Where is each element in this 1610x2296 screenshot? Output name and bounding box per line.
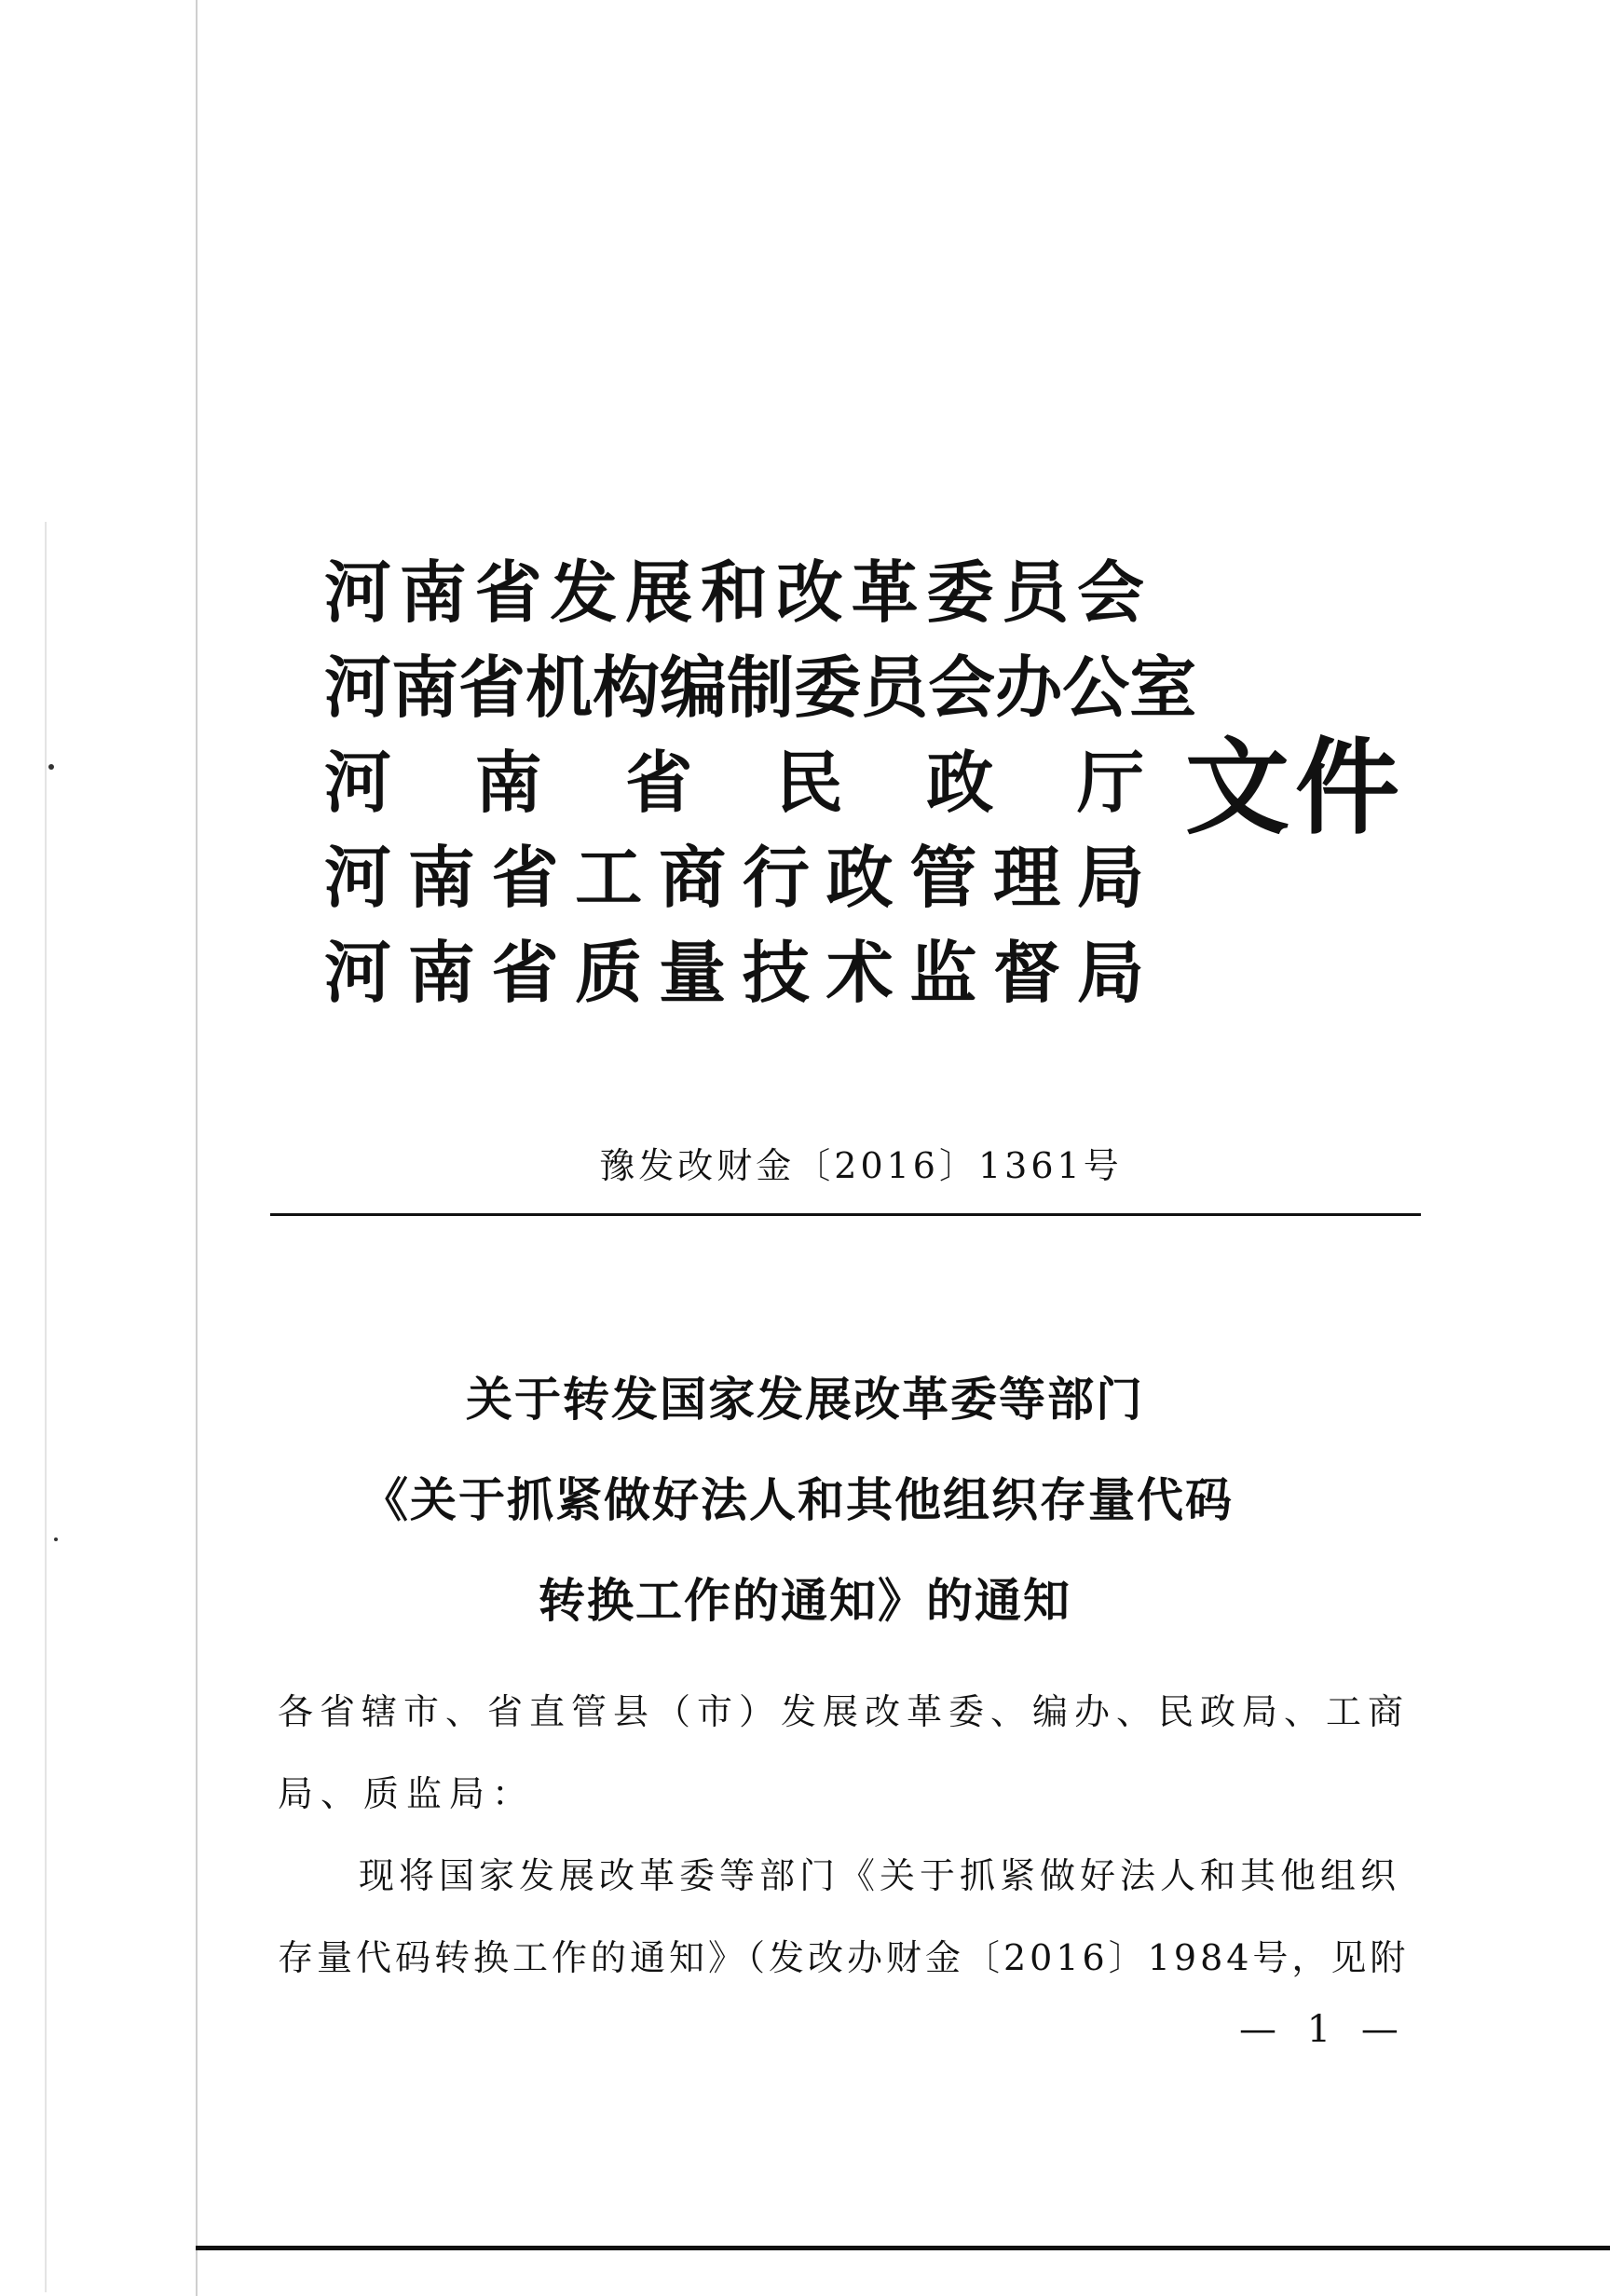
issuer-name: 河 南 省 民 政 厅 [324, 743, 1144, 822]
issuer-name: 河 南 省 工 商 行 政 管 理 局 [324, 838, 1144, 917]
title-text: 关于转发国家发展改革委等部门 [466, 1372, 1144, 1427]
document-title-line [0, 1564, 1610, 1631]
scan-speck [54, 1538, 58, 1541]
document-title-line [0, 1362, 1610, 1429]
separator-line [270, 1213, 1421, 1216]
salutation: 各省辖市、省直管县（市）发展改革委、编办、民政局、工商 [278, 1691, 1411, 1732]
page-number: — 1 — [1239, 2008, 1408, 2051]
bottom-border [196, 2246, 1610, 2250]
issuer-name: 河 南 省 质 量 技 术 监 督 局 [324, 933, 1144, 1012]
salutation: 局、质监局： [278, 1773, 536, 1814]
document-type-label: 文件 [1185, 727, 1405, 849]
title-text: 转换工作的通知》的通知 [539, 1573, 1071, 1628]
document-number [0, 1137, 1610, 1188]
scan-speck [48, 764, 54, 770]
issuer-name: 河 南 省 发 展 和 改 革 委 员 会 [324, 553, 1144, 632]
document-title-line [0, 1463, 1610, 1530]
body-paragraph: 存量代码转换工作的通知》（发改办财金〔2016〕1984号，见附 [278, 1937, 1410, 1978]
document-number-text: 豫发改财金〔2016〕1361号 [599, 1145, 1123, 1186]
issuer-block [324, 545, 1197, 1020]
body-paragraph: 现将国家发展改革委等部门《关于抓紧做好法人和其他组织 [359, 1855, 1401, 1896]
issuer-name: 河 南 省 机 构 编 制 委 员 会 办 公 室 [324, 648, 1197, 727]
title-text: 《关于抓紧做好法人和其他组织存量代码 [362, 1472, 1234, 1527]
